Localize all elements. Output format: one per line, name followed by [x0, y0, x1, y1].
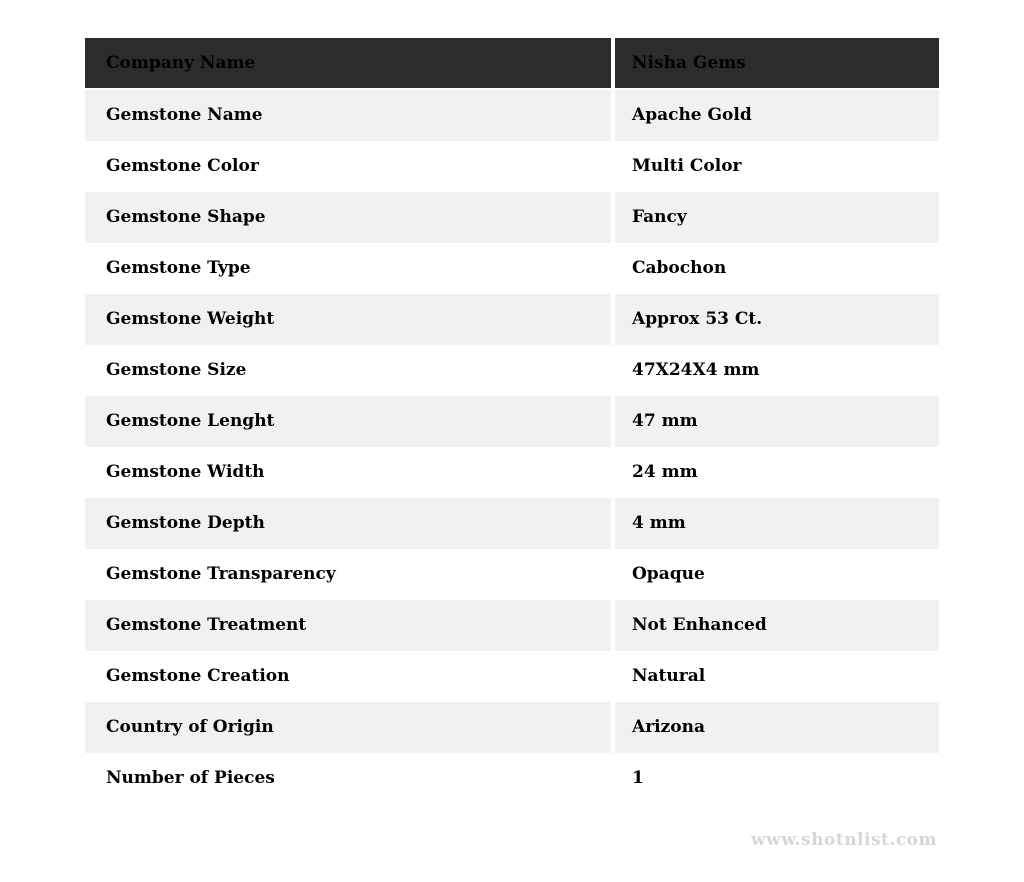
row-value-cell: Opaque: [615, 549, 939, 600]
table-row: [85, 447, 939, 498]
row-label-cell: Gemstone Type: [85, 243, 611, 294]
row-value-cell: 24 mm: [615, 447, 939, 498]
row-label-cell: Gemstone Creation: [85, 651, 611, 702]
table-row: [85, 345, 939, 396]
row-value-cell: Not Enhanced: [615, 600, 939, 651]
row-value-cell: Apache Gold: [615, 90, 939, 141]
table-row: [85, 141, 939, 192]
table-row: [85, 600, 939, 651]
table-row: [85, 243, 939, 294]
row-label-cell: Gemstone Color: [85, 141, 611, 192]
row-value-cell: Natural: [615, 651, 939, 702]
row-value-cell: Arizona: [615, 702, 939, 753]
table-row: [85, 549, 939, 600]
row-value-cell: 47 mm: [615, 396, 939, 447]
row-value-cell: Approx 53 Ct.: [615, 294, 939, 345]
table-header-row: [85, 38, 939, 88]
row-value-cell: Fancy: [615, 192, 939, 243]
table-row: [85, 651, 939, 702]
table-row: [85, 702, 939, 753]
row-label-cell: Gemstone Width: [85, 447, 611, 498]
row-label-cell: Gemstone Treatment: [85, 600, 611, 651]
row-label-cell: Number of Pieces: [85, 753, 611, 804]
row-label-cell: Gemstone Name: [85, 90, 611, 141]
table-row: [85, 396, 939, 447]
header-value-cell: Nisha Gems: [615, 38, 939, 88]
gem-spec-table: [85, 38, 939, 804]
table-row: [85, 753, 939, 804]
row-label-cell: Gemstone Depth: [85, 498, 611, 549]
table-row: [85, 192, 939, 243]
row-label-cell: Country of Origin: [85, 702, 611, 753]
row-label-cell: Gemstone Size: [85, 345, 611, 396]
table-row: [85, 90, 939, 141]
table-body: [85, 90, 939, 804]
watermark: www.shotnlist.com: [750, 830, 937, 850]
row-value-cell: 1: [615, 753, 939, 804]
row-label-cell: Gemstone Shape: [85, 192, 611, 243]
row-label-cell: Gemstone Lenght: [85, 396, 611, 447]
row-value-cell: 4 mm: [615, 498, 939, 549]
row-label-cell: Gemstone Transparency: [85, 549, 611, 600]
row-label-cell: Gemstone Weight: [85, 294, 611, 345]
table-row: [85, 498, 939, 549]
row-value-cell: Cabochon: [615, 243, 939, 294]
header-label-cell: Company Name: [85, 38, 611, 88]
row-value-cell: 47X24X4 mm: [615, 345, 939, 396]
table-row: [85, 294, 939, 345]
row-value-cell: Multi Color: [615, 141, 939, 192]
